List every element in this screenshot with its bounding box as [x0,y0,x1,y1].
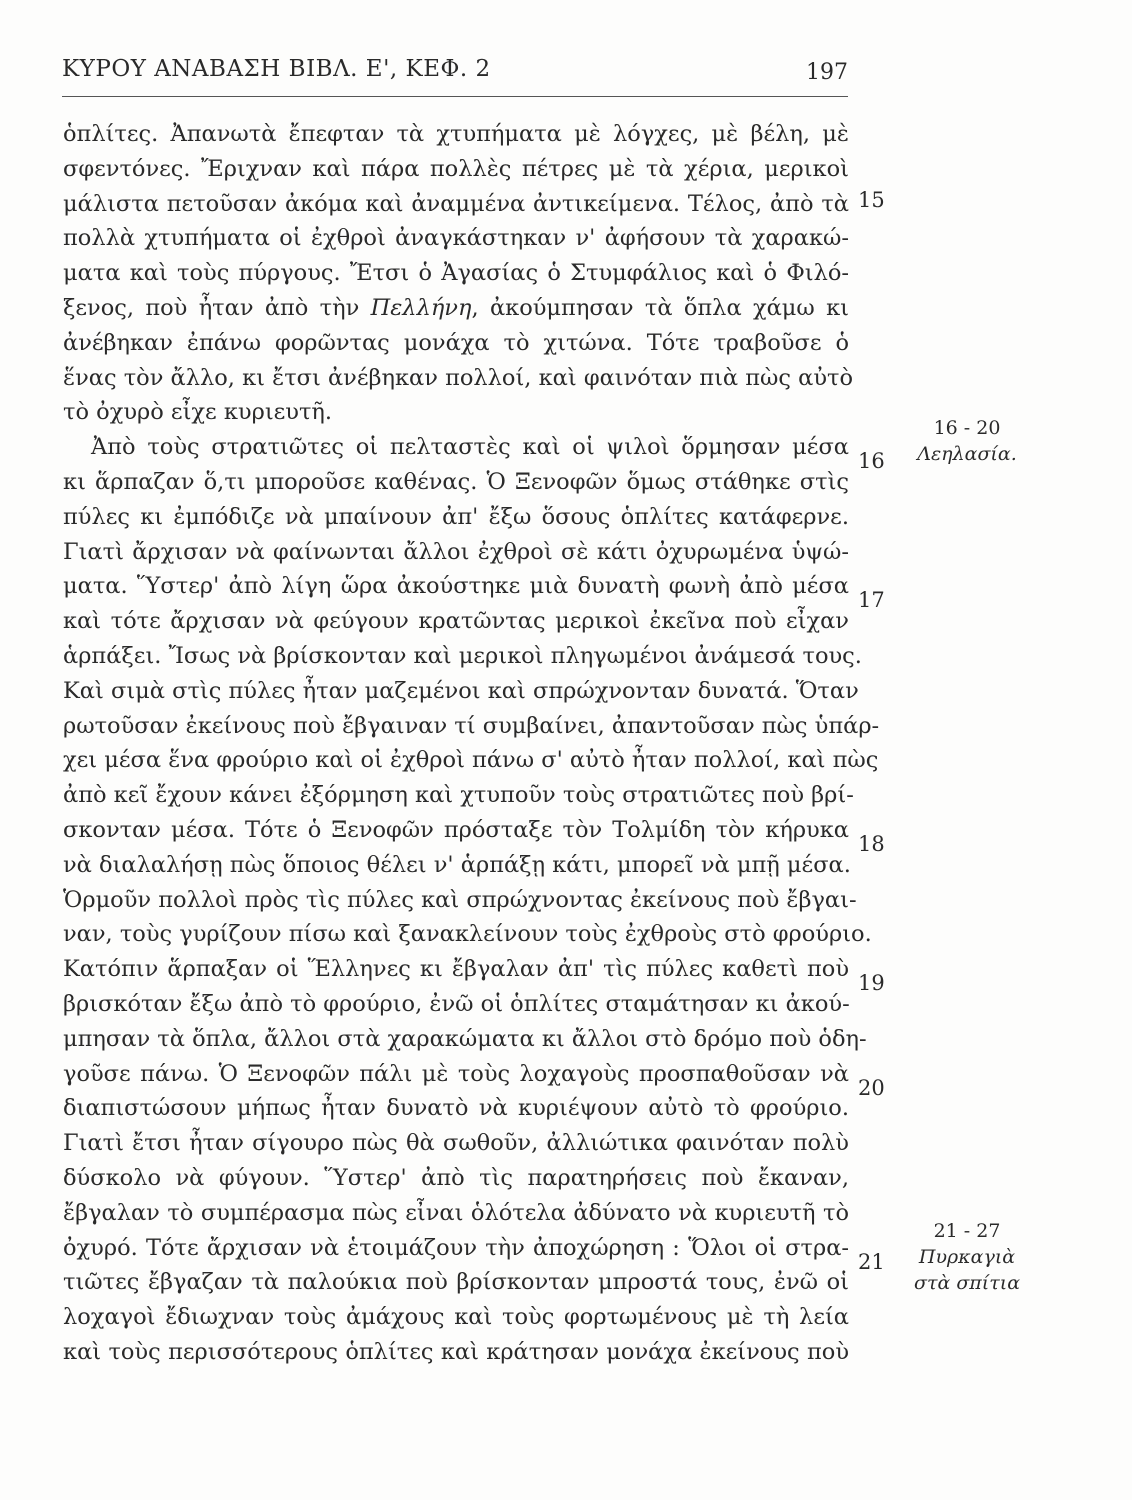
running-head: ΚΥΡΟΥ ΑΝΑΒΑΣΗ ΒΙΒΛ. Ε', ΚΕΦ. 2 [62,56,491,82]
text-line: ρωτοῦσαν ἐκείνους ποὺ ἔβγαιναν τί συμβαίνει, ἀπαντοῦσαν πὼς ὑπάρ- [63,712,880,739]
text-line: Γιατὶ ἔτσι ἦταν σίγουρο πὼς θὰ σωθοῦν, ἀλλιώτικα φαινόταν πολὺ [63,1130,849,1157]
text-line: ἀνέβηκαν ἐπάνω φορῶντας μονάχα τὸ χιτώνα. Τότε τραβοῦσε ὁ [63,329,849,356]
text-line: χει μέσα ἕνα φρούριο καὶ οἱ ἐχθροὶ πάνω σ' αὐτὸ ἦταν πολλοί, καὶ πὼς [63,747,879,774]
line-number: 19 [858,971,885,995]
line-number: 15 [858,188,885,212]
text-line: ναν, τοὺς γυρίζουν πίσω καὶ ξανακλείνουν τοὺς ἐχθροὺς στὸ φρούριο. [63,921,872,948]
text-line: ἕνας τὸν ἄλλο, κι ἔτσι ἀνέβηκαν πολλοί, καὶ φαινόταν πιὰ πὼς αὐτὸ [63,364,854,391]
text-line: καὶ τοὺς περισσότερους ὁπλίτες καὶ κράτησαν μονάχα ἐκείνους ποὺ [63,1338,849,1365]
text-line: πύλες κι ἐμπόδιζε νὰ μπαίνουν ἀπ' ἔξω ὅσους ὁπλίτες κατάφερνε. [63,503,849,530]
margin-note-range: 16 - 20 [933,417,1001,439]
text-fragment: ξενος, ποὺ ἦταν ἀπὸ τὴν [63,294,360,321]
text-line: μπησαν τὰ ὅπλα, ἄλλοι στὰ χαρακώματα κι ἄλλοι στὸ δρόμο ποὺ ὁδη- [63,1025,867,1052]
line-number: 16 [858,449,885,473]
text-line: Γιατὶ ἄρχισαν νὰ φαίνωνται ἄλλοι ἐχθροὶ σὲ κάτι ὀχυρωμένα ὑψώ- [63,538,849,565]
margin-note-text: Πυρκαγιὰ στὰ σπίτια [913,1246,1021,1294]
text-line: σκονταν μέσα. Τότε ὁ Ξενοφῶν πρόσταξε τὸν Τολμίδη τὸν κήρυκα [63,816,849,843]
text-line: ἔβγαλαν τὸ συμπέρασμα πὼς εἶναι ὁλότελα ἀδύνατο νὰ κυριευτῆ τὸ [63,1199,849,1226]
line-number: 21 [858,1250,885,1274]
text-line: ὀχυρό. Τότε ἄρχισαν νὰ ἑτοιμάζουν τὴν ἀποχώρηση : Ὅλοι οἱ στρα- [63,1234,849,1261]
text-line: βρισκόταν ἔξω ἀπὸ τὸ φρούριο, ἐνῶ οἱ ὁπλίτες σταμάτησαν κι ἀκού- [63,990,850,1017]
text-line: Ἀπὸ τοὺς στρατιῶτες οἱ πελταστὲς καὶ οἱ ψιλοὶ ὅρμησαν μέσα [91,434,849,461]
text-line: Ὁρμοῦν πολλοὶ πρὸς τὶς πύλες καὶ σπρώχνοντας ἐκείνους ποὺ ἔβγαι- [63,886,857,913]
line-number: 18 [858,832,885,856]
text-line: μάλιστα πετοῦσαν ἀκόμα καὶ ἀναμμένα ἀντικείμενα. Τέλος, ἀπὸ τὰ [63,190,849,217]
text-line: πολλὰ χτυπήματα οἱ ἐχθροὶ ἀναγκάστηκαν ν' ἀφήσουν τὰ χαρακώ- [63,225,849,252]
page-header [62,50,848,97]
place-name: Πελλήνη [370,294,472,321]
line-number: 17 [858,588,885,612]
line-number: 20 [858,1076,885,1100]
text-line: τιῶτες ἔβγαζαν τὰ παλούκια ποὺ βρίσκονταν μπροστά τους, ἐνῶ οἱ [63,1269,849,1296]
text-line: ματα καὶ τοὺς πύργους. Ἔτσι ὁ Ἀγασίας ὁ Στυμφάλιος καὶ ὁ Φιλό- [63,260,849,287]
text-line: κι ἅρπαζαν ὅ,τι μποροῦσε καθένας. Ὁ Ξενοφῶν ὅμως στάθηκε στὶς [63,468,849,495]
page-number: 197 [806,60,848,85]
text-line: ματα. Ὕστερ' ἀπὸ λίγη ὥρα ἀκούστηκε μιὰ δυνατὴ φωνὴ ἀπὸ μέσα [63,573,849,600]
text-line: νὰ διαλαλήσῃ πὼς ὅποιος θέλει ν' ἁρπάξῃ κάτι, μπορεῖ νὰ μπῇ μέσα. [63,851,851,878]
text-line: ὁπλίτες. Ἀπανωτὰ ἔπεφταν τὰ χτυπήματα μὲ λόγχες, μὲ βέλη, μὲ [63,121,849,147]
text-line: ἁρπάξει. Ἴσως νὰ βρίσκονταν καὶ μερικοὶ πληγωμένοι ἀνάμεσά τους. [63,642,862,669]
margin-note [902,1218,1032,1296]
text-line: καὶ τότε ἄρχισαν νὰ φεύγουν κρατῶντας μερικοὶ ἐκεῖνα ποὺ εἶχαν [63,608,849,635]
margin-note-text: Λεηλασία. [917,443,1017,465]
text-line: διαπιστώσουν μήπως ἦταν δυνατὸ νὰ κυριέψουν αὐτὸ τὸ φρούριο. [63,1095,849,1122]
text-line: Κατόπιν ἅρπαξαν οἱ Ἕλληνες κι ἔβγαλαν ἀπ' τὶς πύλες καθετὶ ποὺ [63,956,849,983]
text-line: γοῦσε πάνω. Ὁ Ξενοφῶν πάλι μὲ τοὺς λοχαγοὺς προσπαθοῦσαν νὰ [63,1060,849,1087]
margin-note [902,415,1032,467]
text-line: δύσκολο νὰ φύγουν. Ὕστερ' ἀπὸ τὶς παρατηρήσεις ποὺ ἔκαναν, [63,1164,849,1191]
text-line: τὸ ὀχυρὸ εἶχε κυριευτῆ. [63,399,333,426]
text-line-with-place [63,291,849,326]
text-line: λοχαγοὶ ἔδιωχναν τοὺς ἀμάχους καὶ τοὺς φορτωμένους μὲ τὴ λεία [63,1304,849,1331]
text-fragment: , ἀκούμπησαν τὰ ὅπλα χάμω κι [471,294,849,321]
text-line: Καὶ σιμὰ στὶς πύλες ἦταν μαζεμένοι καὶ σπρώχνονταν δυνατά. Ὅταν [63,677,859,704]
text-line: σφεντόνες. Ἔριχναν καὶ πάρα πολλὲς πέτρες μὲ τὰ χέρια, μερικοὶ [63,155,849,182]
margin-note-range: 21 - 27 [933,1220,1001,1242]
text-line: ἀπὸ κεῖ ἔχουν κάνει ἐξόρμηση καὶ χτυποῦν τοὺς στρατιῶτες ποὺ βρί- [63,782,854,809]
